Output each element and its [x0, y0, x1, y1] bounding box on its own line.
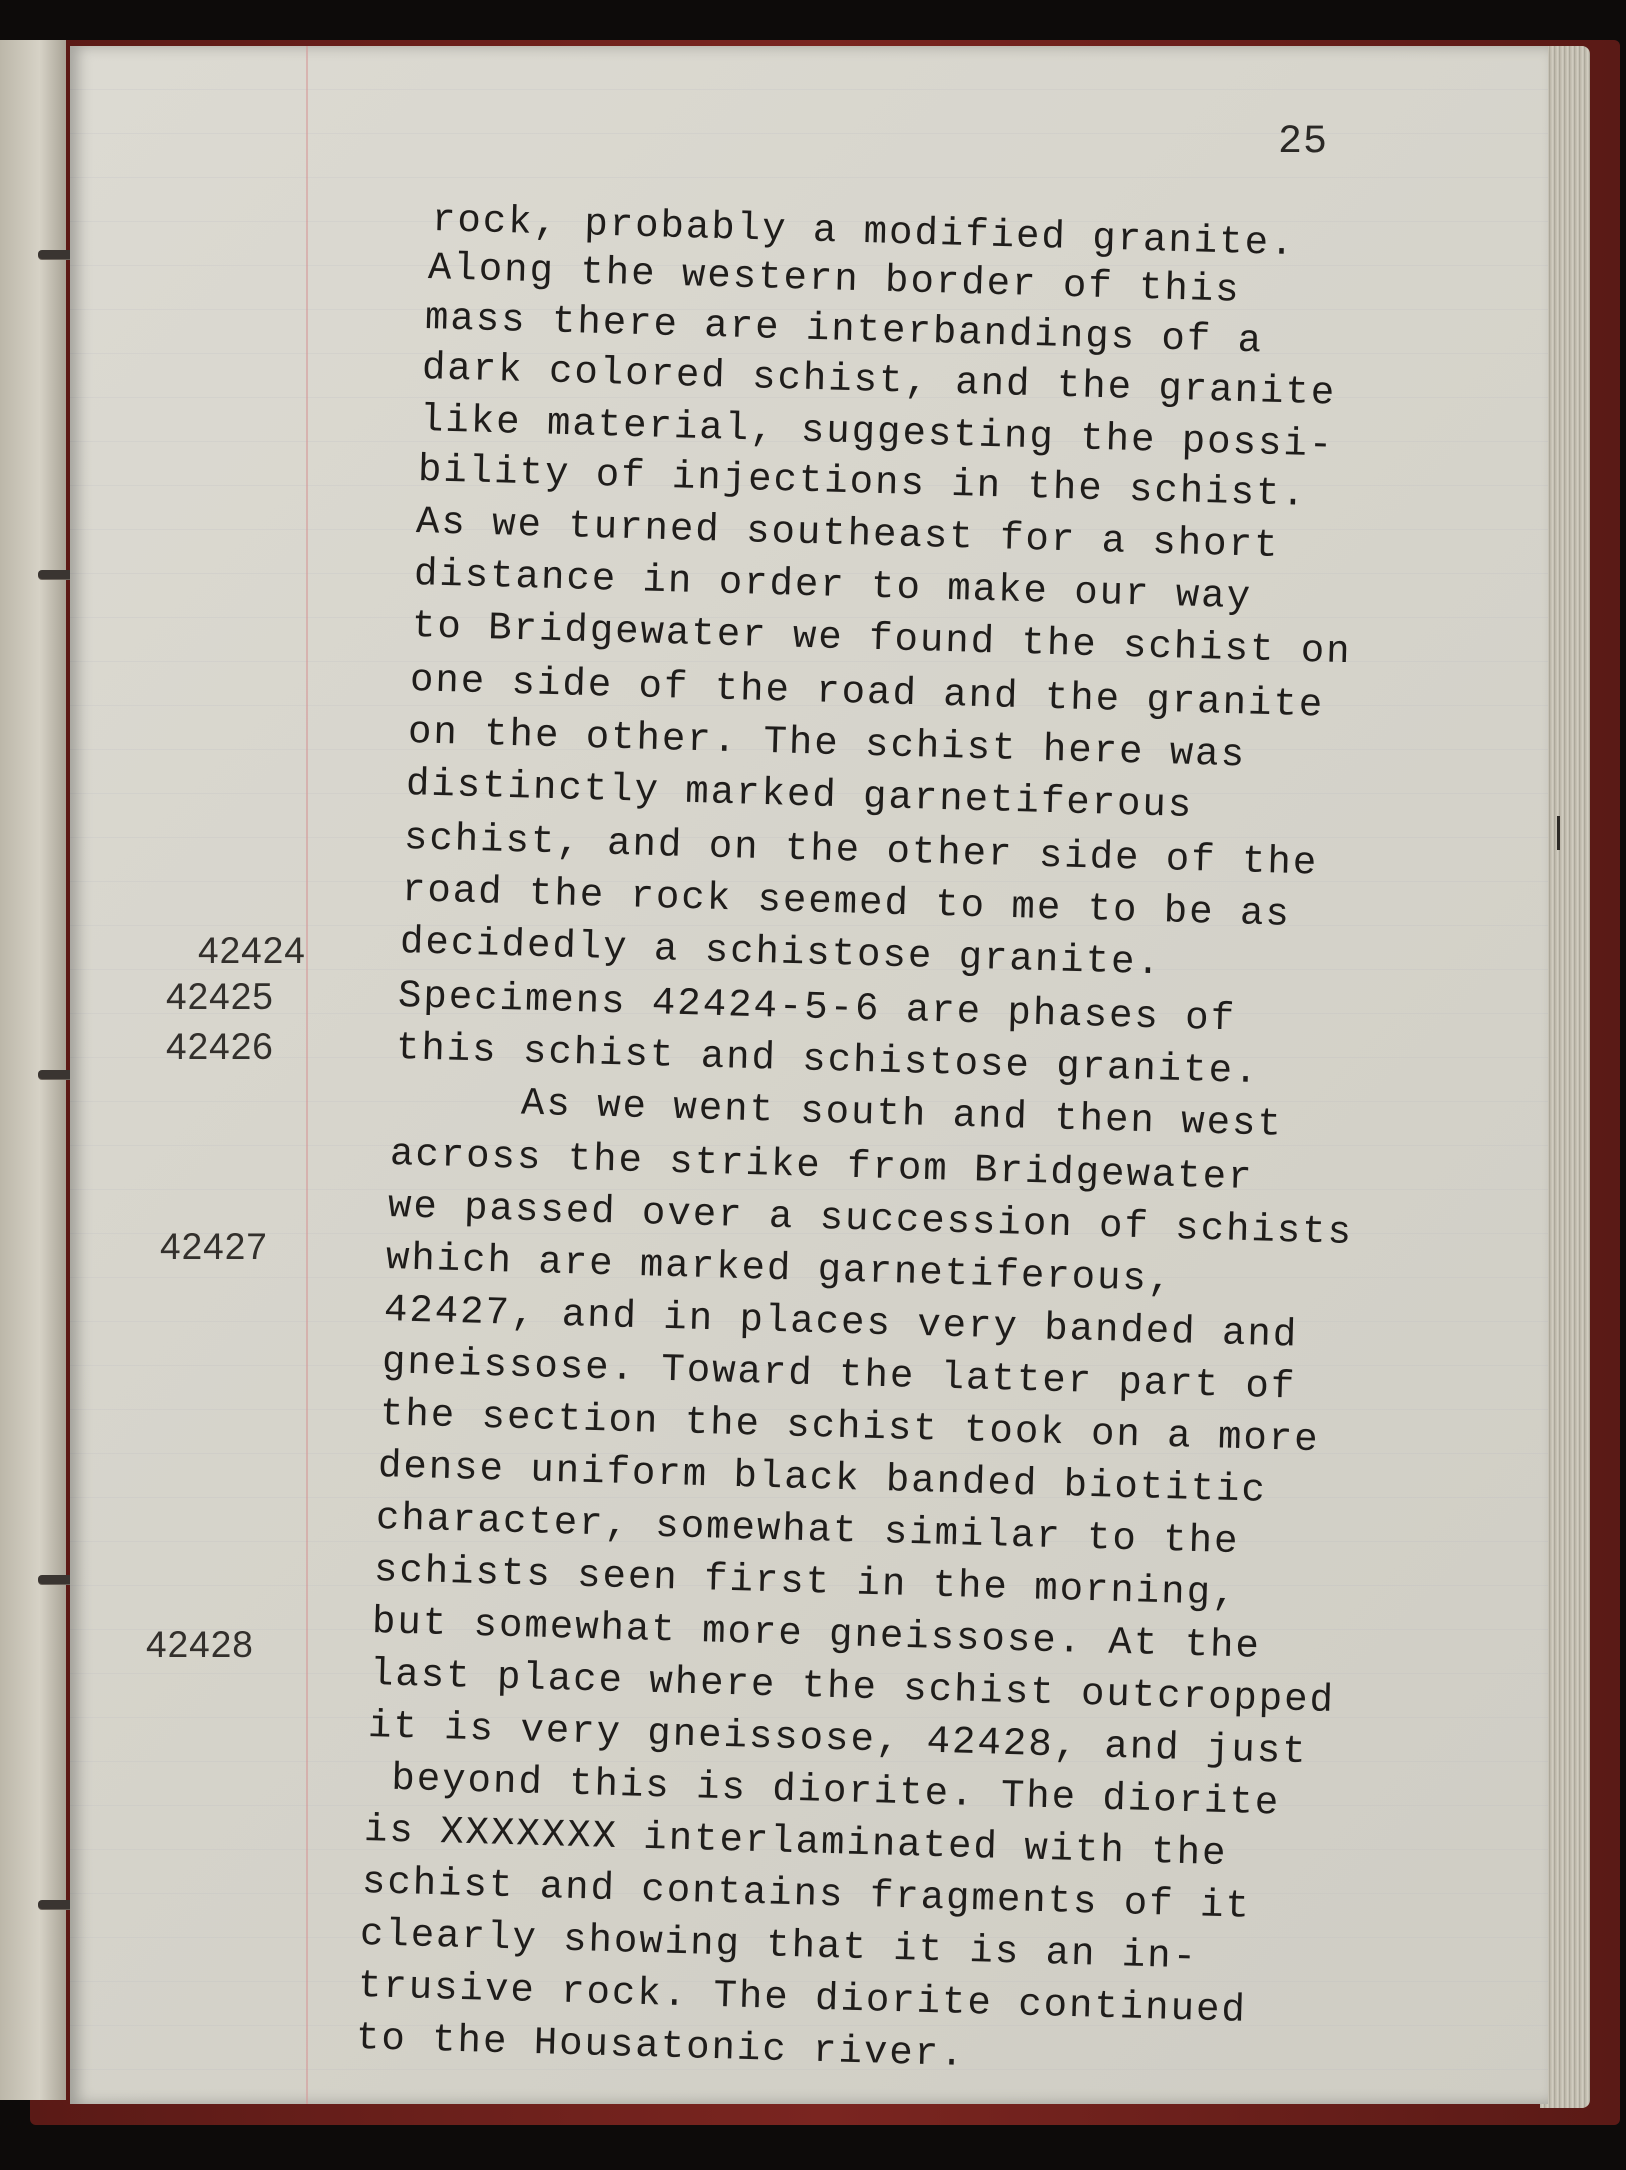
specimen-number: 42424 — [198, 930, 306, 971]
typed-text-block — [70, 46, 1548, 2104]
text-line: schists seen first in the morning, — [373, 1548, 1239, 1617]
text-line: which are marked garnetiferous, — [385, 1236, 1174, 1302]
text-line: decidedly a schistose granite. — [399, 920, 1163, 986]
text-line: gneissose. Toward the latter part of — [381, 1340, 1297, 1410]
specimen-number: 42428 — [146, 1624, 254, 1665]
text-line: this schist and schistose granite. — [395, 1026, 1261, 1095]
text-line: clearly showing that it is an in- — [359, 1912, 1199, 1980]
text-line: Specimens 42424-5-6 are phases of — [397, 974, 1237, 1042]
text-line: rock, probably a modified granite. — [431, 198, 1297, 267]
text-line: one side of the road and the granite — [409, 658, 1325, 728]
text-line: distance in order to make our way — [413, 552, 1253, 620]
text-line: road the rock seemed to me to be as — [401, 868, 1292, 937]
facing-page-edge — [0, 40, 66, 2100]
text-line: we passed over a succession of schists — [387, 1184, 1354, 1255]
specimen-number: 42427 — [160, 1226, 268, 1267]
text-line: to the Housatonic river. — [355, 2016, 967, 2078]
text-line: Along the western border of this — [427, 246, 1242, 313]
text-line: to Bridgewater we found the schist on — [411, 604, 1353, 675]
text-line: across the strike from Bridgewater — [389, 1132, 1255, 1201]
text-line: last place where the schist outcropped — [369, 1652, 1336, 1723]
text-line: like material, suggesting the possi- — [419, 398, 1335, 468]
text-line: character, somewhat similar to the — [375, 1496, 1241, 1565]
text-line: schist, and on the other side of the — [403, 816, 1319, 886]
notebook-page — [70, 46, 1548, 2104]
text-line: it is very gneissose, 42428, and just — [367, 1704, 1309, 1775]
text-line: dense uniform black banded biotitic — [377, 1444, 1268, 1513]
text-line: on the other. The schist here was — [407, 710, 1247, 778]
text-line: schist and contains fragments of it — [361, 1860, 1252, 1929]
page-number: 25 — [1278, 120, 1329, 165]
specimen-number: 42426 — [166, 1026, 274, 1067]
text-line: 42427, and in places very banded and — [383, 1288, 1299, 1358]
pencil-mark — [1557, 816, 1560, 850]
specimen-number: 42425 — [166, 976, 274, 1017]
text-line: dark colored schist, and the granite — [421, 346, 1337, 416]
text-line: beyond this is diorite. The diorite — [365, 1756, 1281, 1826]
text-line: the section the schist took on a more — [379, 1392, 1321, 1463]
text-line: mass there are interbandings of a — [424, 296, 1264, 364]
text-line: As we went south and then west — [393, 1078, 1284, 1147]
text-line: bility of injections in the schist. — [417, 448, 1308, 517]
text-line: is XXXXXXX interlaminated with the — [363, 1808, 1229, 1877]
text-line: but somewhat more gneissose. At the — [371, 1600, 1262, 1669]
text-line: As we turned southeast for a short — [415, 500, 1281, 569]
text-line: distinctly marked garnetiferous — [405, 762, 1194, 828]
text-line: trusive rock. The diorite continued — [357, 1964, 1248, 2033]
